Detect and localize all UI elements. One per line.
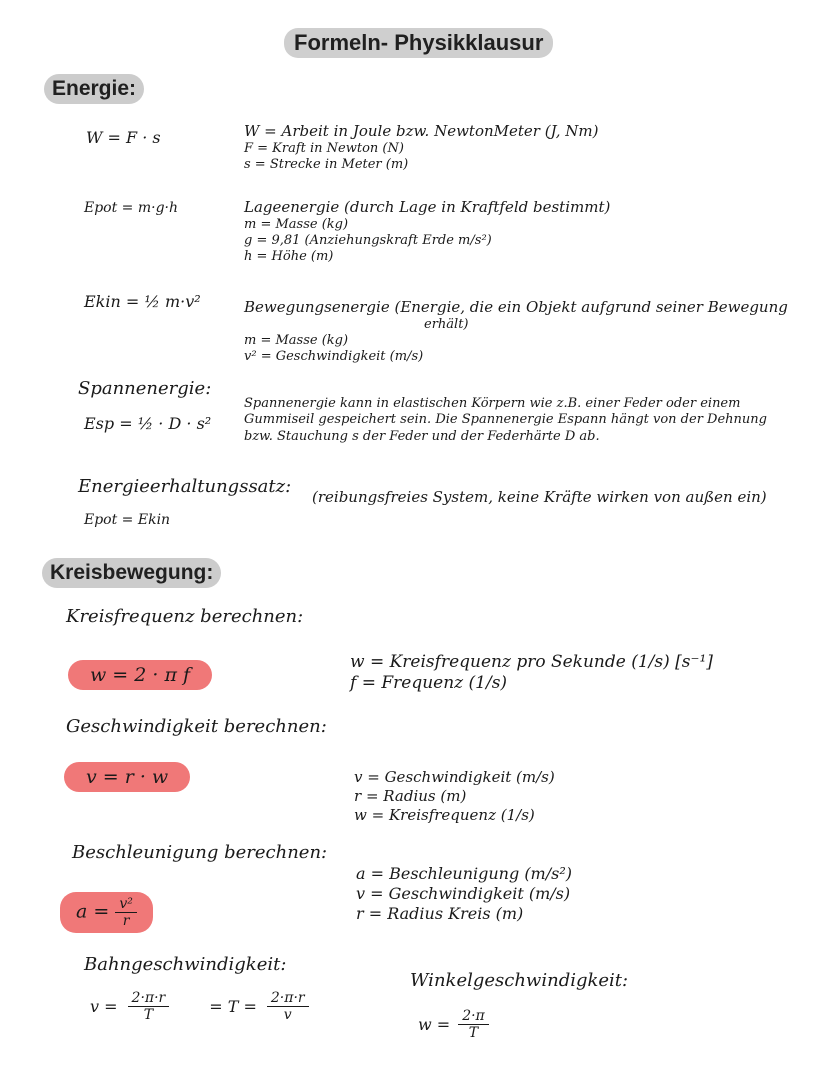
fraction-numerator: v² [115,896,137,913]
definition-line: v = Geschwindigkeit (m/s) [354,768,555,786]
lage-definitions [244,198,610,266]
definition-line: F = Kraft in Newton (N) [244,140,404,156]
formula-geschwindigkeit-box: v = r · w [64,762,190,792]
label-kreisfrequenz: Kreisfrequenz berechnen: [66,606,304,627]
definition-line: Spannenergie kann in elastischen Körpern wie z.B. einer Feder oder einem [244,396,741,411]
label-energieerhaltung: Energieerhaltungssatz: [78,476,292,497]
section-heading-kreisbewegung: Kreisbewegung: [42,558,221,588]
fraction [267,990,309,1023]
fraction [128,990,170,1023]
formula-beschleunigung-box [60,892,153,933]
definition-line: Lageenergie (durch Lage in Kraftfeld bestimmt) [244,198,611,216]
definition-line: g = 9,81 (Anziehungskraft Erde m/s²) [244,233,492,248]
definition-line: Bewegungsenergie (Energie, die ein Objekt aufgrund seiner Bewegung [244,298,788,316]
fraction-numerator: 2·π·r [128,990,170,1007]
kin-definitions [244,298,788,366]
fraction-denominator: T [143,1007,154,1023]
formula-winkelgeschwindigkeit [418,1008,489,1041]
definition-line: m = Masse (kg) [244,333,349,348]
definition-line: f = Frequenz (1/s) [350,673,508,694]
definition-line: bzw. Stauchung s der Feder und der Federhärte D ab. [244,428,600,444]
formula-ekin: Ekin = ½ m·v² [84,292,201,311]
formula-arbeit: W = F · s [86,128,161,147]
geschwindigkeit-definitions [354,768,555,824]
definition-line: r = Radius (m) [354,786,467,805]
spann-definitions [244,396,767,445]
formula-lhs: a = [76,900,110,923]
definition-line: v = Geschwindigkeit (m/s) [356,884,571,903]
kreisfrequenz-definitions [350,652,713,695]
definition-line: W = Arbeit in Joule bzw. NewtonMeter (J, Nm) [244,122,599,140]
beschleunigung-definitions [356,864,572,924]
label-bahngeschwindigkeit: Bahngeschwindigkeit: [84,954,287,975]
label-geschwindigkeit: Geschwindigkeit berechnen: [66,716,327,737]
definition-line: erhält) [424,316,469,332]
definition-line: r = Radius Kreis (m) [356,904,524,923]
fraction-numerator: 2·π [458,1008,489,1025]
page-title: Formeln- Physikklausur [284,28,553,58]
fraction-denominator: r [122,913,130,929]
formula-esp: Esp = ½ · D · s² [84,414,212,433]
formula-epot: Epot = m·g·h [84,200,179,216]
formula-lhs: v = [90,997,118,1016]
arbeit-definitions [244,122,598,173]
label-winkelgeschwindigkeit: Winkelgeschwindigkeit: [410,970,629,991]
fraction [115,896,137,929]
formula-equals: = T = [209,997,257,1016]
fraction [458,1008,489,1041]
formula-erhaltung: Epot = Ekin [84,512,171,528]
definition-line: s = Strecke in Meter (m) [244,157,409,172]
label-spannenergie: Spannenergie: [78,378,212,399]
formula-bahngeschwindigkeit [90,990,309,1023]
definition-line: Gummiseil gespeichert sein. Die Spannenergie Espann hängt von der Dehnung [244,412,767,428]
definition-line: m = Masse (kg) [244,216,349,232]
definition-line: h = Höhe (m) [244,249,334,265]
fraction-denominator: v [283,1007,292,1023]
section-heading-energie: Energie: [44,74,144,104]
definition-line: w = Kreisfrequenz pro Sekunde (1/s) [s⁻¹] [350,652,713,672]
label-beschleunigung: Beschleunigung berechnen: [72,842,328,863]
definition-line: w = Kreisfrequenz (1/s) [354,805,535,824]
erhaltung-note: (reibungsfreies System, keine Kräfte wirken von außen ein) [312,488,767,506]
definition-line: v² = Geschwindigkeit (m/s) [244,349,424,365]
fraction-numerator: 2·π·r [267,990,309,1007]
fraction-denominator: T [468,1025,479,1041]
formula-lhs: w = [418,1015,451,1034]
formula-kreisfrequenz-box: w = 2 · π f [68,660,212,690]
definition-line: a = Beschleunigung (m/s²) [356,864,572,883]
